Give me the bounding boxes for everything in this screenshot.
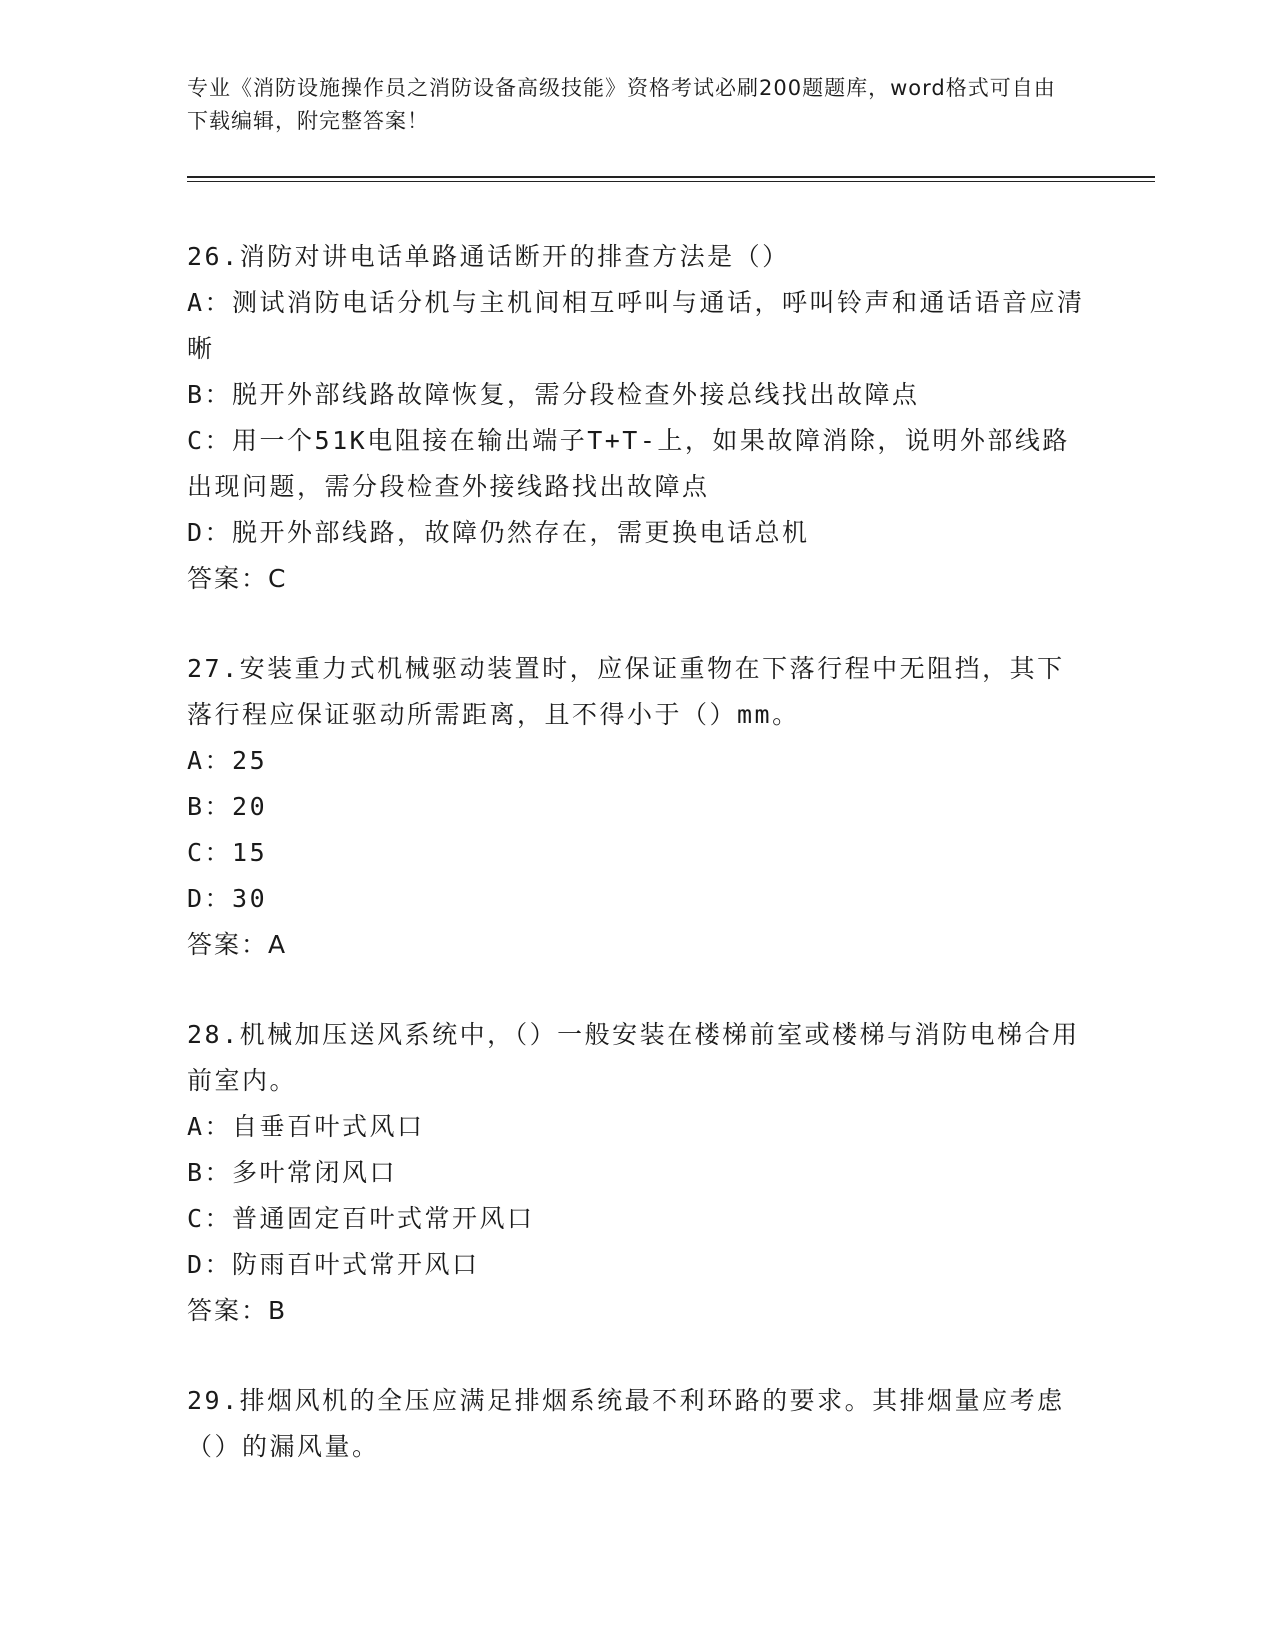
question-option: B：20 bbox=[187, 792, 268, 821]
question-item bbox=[187, 1378, 1087, 1470]
question-option: D：30 bbox=[187, 884, 268, 913]
document-header: 专业《消防设施操作员之消防设备高级技能》资格考试必刷200题题库，word格式可自由下载编辑，附完整答案！ bbox=[187, 76, 1056, 133]
question-option: A：测试消防电话分机与主机间相互呼叫与通话，呼叫铃声和通话语音应清晰 bbox=[187, 288, 1085, 363]
question-option: A：25 bbox=[187, 746, 268, 775]
question-item bbox=[187, 1012, 1087, 1334]
question-stem: 26.消防对讲电话单路通话断开的排查方法是（） bbox=[187, 242, 790, 271]
question-item bbox=[187, 234, 1087, 602]
question-option: D：脱开外部线路，故障仍然存在，需更换电话总机 bbox=[187, 518, 810, 547]
question-answer: 答案：A bbox=[187, 930, 288, 959]
question-answer: 答案：B bbox=[187, 1296, 288, 1325]
question-option: B：多叶常闭风口 bbox=[187, 1158, 398, 1187]
question-option: A：自垂百叶式风口 bbox=[187, 1112, 425, 1141]
question-stem: 27.安装重力式机械驱动装置时，应保证重物在下落行程中无阻挡，其下落行程应保证驱动所需距离，且不得小于（）mm。 bbox=[187, 654, 1065, 729]
question-stem: 28.机械加压送风系统中，（）一般安装在楼梯前室或楼梯与消防电梯合用前室内。 bbox=[187, 1020, 1080, 1095]
question-list bbox=[187, 234, 1087, 1470]
question-option: B：脱开外部线路故障恢复，需分段检查外接总线找出故障点 bbox=[187, 380, 920, 409]
question-item bbox=[187, 646, 1087, 968]
question-option: C：15 bbox=[187, 838, 268, 867]
question-answer: 答案：C bbox=[187, 564, 288, 593]
question-stem: 29.排烟风机的全压应满足排烟系统最不利环路的要求。其排烟量应考虑（）的漏风量。 bbox=[187, 1386, 1065, 1461]
question-option: C：用一个51K电阻接在输出端子T+T-上，如果故障消除，说明外部线路出现问题，需分段检查外接线路找出故障点 bbox=[187, 426, 1070, 501]
question-option: D：防雨百叶式常开风口 bbox=[187, 1250, 480, 1279]
header-divider bbox=[187, 176, 1155, 182]
question-option: C：普通固定百叶式常开风口 bbox=[187, 1204, 535, 1233]
document-page bbox=[187, 72, 1087, 1514]
